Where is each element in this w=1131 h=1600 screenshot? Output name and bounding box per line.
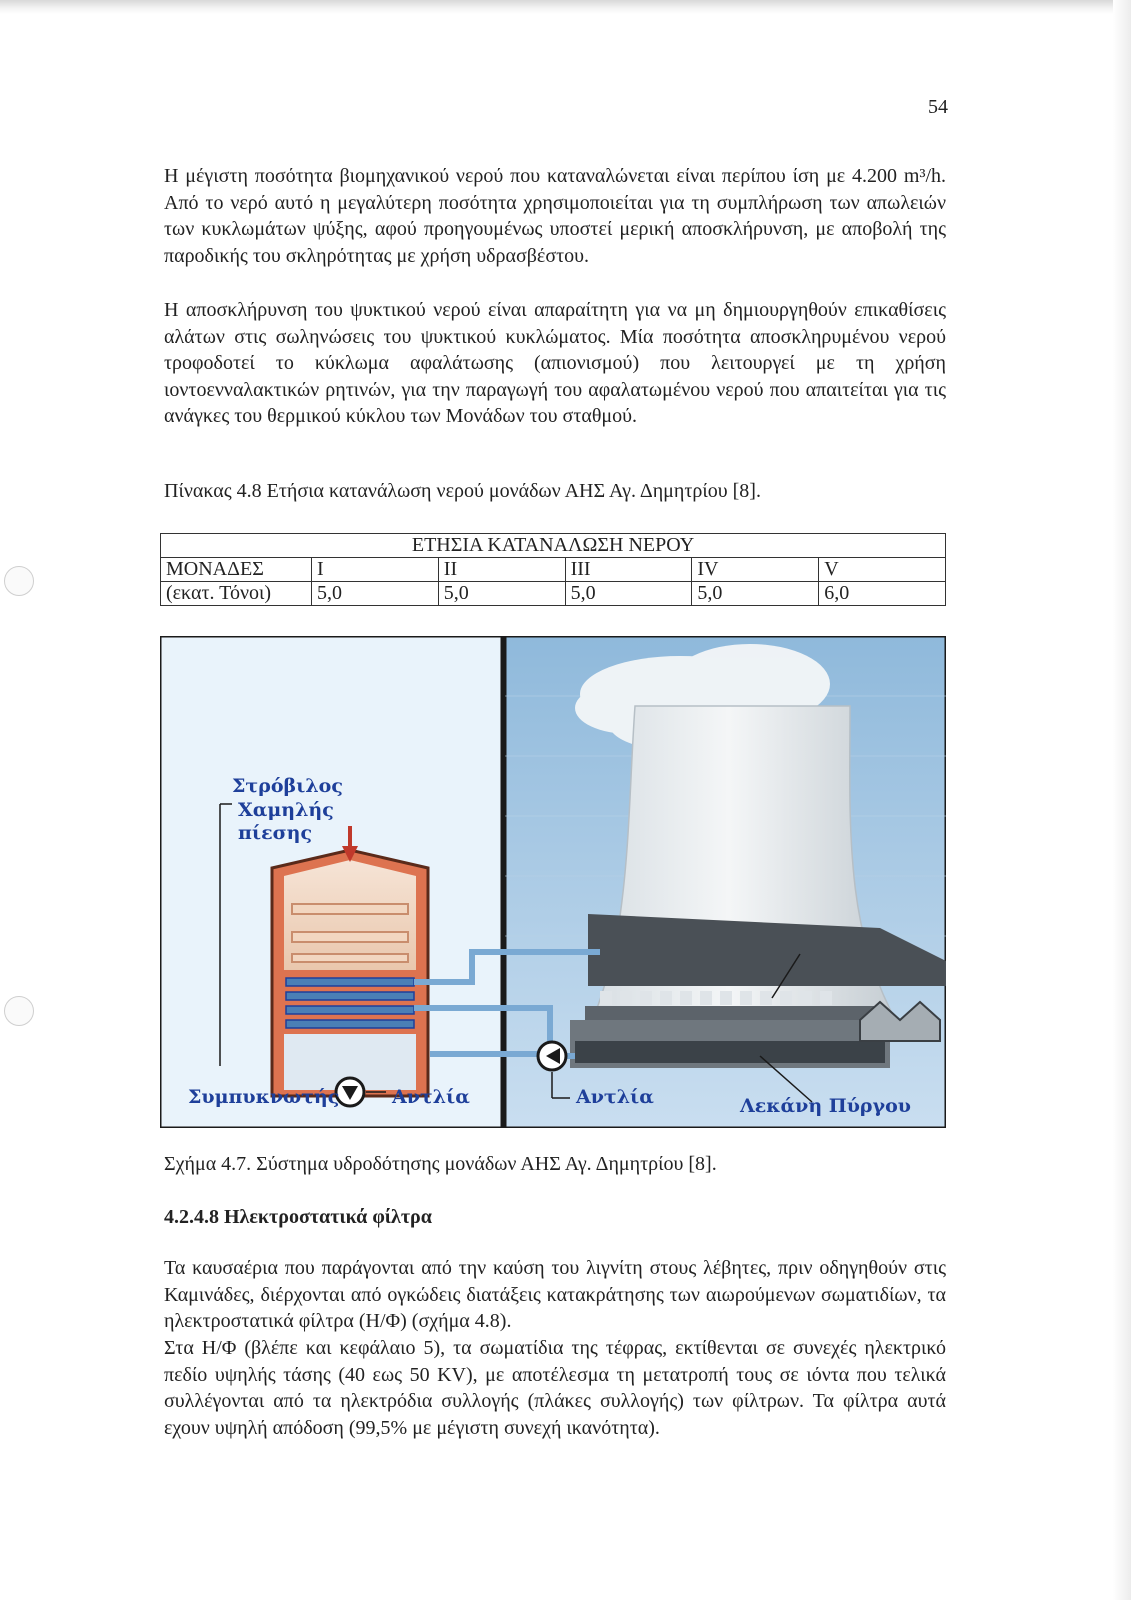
table-value-cell: 5,0 bbox=[438, 582, 565, 606]
pump-icon bbox=[538, 1042, 566, 1070]
scan-edge-right bbox=[1113, 0, 1131, 1600]
punch-hole bbox=[4, 566, 34, 596]
table-value-cell: 6,0 bbox=[819, 582, 946, 606]
paragraph-flue-gases: Τα καυσαέρια που παράγονται από την καύση του λιγνίτη στους λέβητες, πριν οδηγηθούν στις Καμινάδες, διέρχονται από ογκώδεις διατάξεις κατακράτησης των αιωρούμενων σωματιδίων, τα ηλεκτροστατικά φίλτρα (Η/Φ) (σχήμα 4.8). bbox=[164, 1257, 946, 1333]
paragraph-industrial-water: Η μέγιστη ποσότητα βιομηχανικού νερού που καταναλώνεται είναι περίπου ίση με 4.200 m³/h. Από το νερό αυτό η μεγαλύτερη ποσότητα χρησιμοποιείται για τη συμπλήρωση των απωλειών των κυκλωμάτων ψύξης, αφού προηγουμένως υποστεί μερική αποσκλήρυνση, με αποβολή της παροδικής του σκληρότητας με χρήση υδρασβέστου. bbox=[164, 165, 946, 267]
condenser-internals bbox=[292, 904, 408, 962]
table-unit-cell: V bbox=[819, 558, 946, 582]
table-unit-cell: I bbox=[312, 558, 439, 582]
table-value-cell: 5,0 bbox=[312, 582, 439, 606]
table-value-label: (εκατ. Τόνοι) bbox=[161, 582, 312, 606]
table-unit-cell: IV bbox=[692, 558, 819, 582]
table-value-cell: 5,0 bbox=[692, 582, 819, 606]
water-supply-diagram bbox=[160, 636, 946, 1128]
label-pump-right: Αντλία bbox=[576, 1086, 654, 1108]
table-value-cell: 5,0 bbox=[565, 582, 692, 606]
label-turbine-line2: Χαμηλής bbox=[238, 799, 334, 821]
table-header-row bbox=[161, 558, 946, 582]
page-number: 54 bbox=[928, 96, 948, 118]
table-header-label: ΜΟΝΑΔΕΣ bbox=[161, 558, 312, 582]
table-value-row bbox=[161, 582, 946, 606]
table-caption: Πίνακας 4.8 Ετήσια κατανάλωση νερού μονάδων ΑΗΣ Αγ. Δημητρίου [8]. bbox=[164, 480, 761, 502]
paragraph-softening: Η αποσκλήρυνση του ψυκτικού νερού είναι απαραίτητη για να μη δημιουργηθούν επικαθίσεις αλάτων στις σωληνώσεις του ψυκτικού κυκλώματος. Μία ποσότητα αποσκληρυμένου νερού τροφοδοτεί το κύκλωμα αφαλάτωσης (απιονισμού) που λειτουργεί με τη χρήση ιοντοενναλακτικών ρητινών, για την παραγωγή του αφαλατωμένου νερού που απαιτείται για τις ανάγκες του θερμικού κύκλου των Μονάδων του σταθμού. bbox=[164, 299, 946, 428]
tower-support-band bbox=[585, 1006, 875, 1020]
table-unit-cell: III bbox=[565, 558, 692, 582]
tower-basin-water bbox=[575, 1041, 885, 1063]
label-pump-left: Αντλία bbox=[392, 1086, 470, 1108]
punch-hole bbox=[4, 996, 34, 1026]
section-heading: 4.2.4.8 Ηλεκτροστατικά φίλτρα bbox=[164, 1206, 432, 1228]
table-unit-cell: II bbox=[438, 558, 565, 582]
label-condenser: Συμπυκνωτής bbox=[188, 1086, 340, 1108]
scan-edge-top bbox=[0, 0, 1131, 14]
figure-caption: Σχήμα 4.7. Σύστημα υδροδότησης μονάδων ΑΗΣ Αγ. Δημητρίου [8]. bbox=[164, 1153, 717, 1175]
water-consumption-table bbox=[160, 533, 946, 606]
table-title: ΕΤΗΣΙΑ ΚΑΤΑΝΑΛΩΣΗ ΝΕΡΟΥ bbox=[161, 534, 946, 558]
label-turbine-line3: πίεσης bbox=[238, 822, 313, 844]
label-turbine-line1: Στρόβιλος bbox=[232, 775, 343, 797]
table-title-row bbox=[161, 534, 946, 558]
paragraph-electrostatic-filters: Στα Η/Φ (βλέπε και κεφάλαιο 5), τα σωματίδια της τέφρας, εκτίθενται σε συνεχές ηλεκτρικό πεδίο υψηλής τάσης (40 εως 50 KV), με αποτέλεσμα τη μετατροπή τους σε ιόντα που τελικά συλλέγονται από τα ηλεκτρόδια συλλογής (πλάκες συλλογής) των φίλτρων. Τα φίλτρα αυτά εχουν υψηλή απόδοση (99,5% με μέγιστη συνεχή ικανότητα). bbox=[164, 1337, 946, 1439]
label-tower-basin: Λεκάνη Πύργου bbox=[740, 1095, 911, 1117]
pump-icon bbox=[336, 1078, 364, 1106]
